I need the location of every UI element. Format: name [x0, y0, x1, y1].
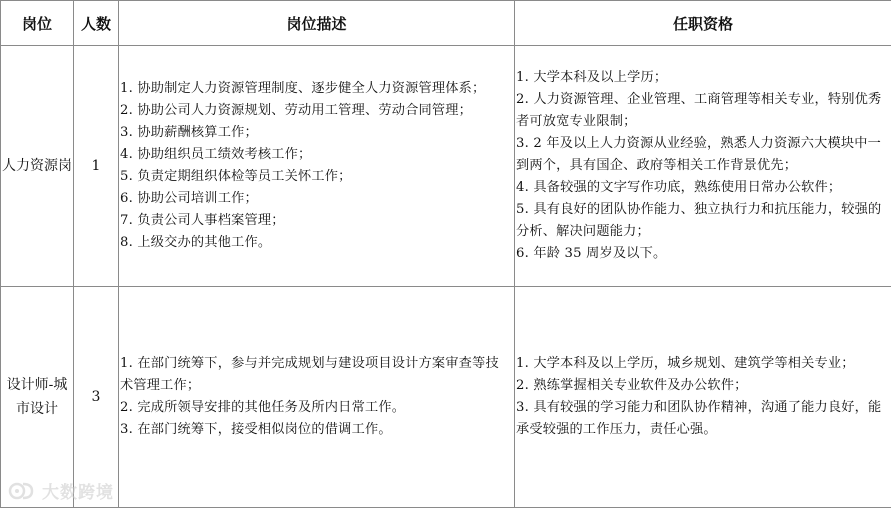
table-row [1, 46, 891, 287]
position-name: 人力资源岗 [2, 158, 72, 174]
description-item: 3. 协助薪酬核算工作； [120, 122, 512, 144]
requirement-item: 6. 年龄 35 周岁及以下。 [516, 243, 889, 265]
description-cell [119, 287, 515, 508]
header-description: 岗位描述 [119, 1, 515, 46]
headcount: 3 [92, 389, 101, 405]
header-requirements: 任职资格 [515, 1, 891, 46]
description-item: 3. 在部门统筹下，接受相似岗位的借调工作。 [120, 419, 512, 441]
requirements-cell [515, 287, 891, 508]
requirement-item: 2. 熟练掌握相关专业软件及办公软件； [516, 375, 889, 397]
description-item: 2. 协助公司人力资源规划、劳动用工管理、劳动合同管理； [120, 100, 512, 122]
requirement-item: 2. 人力资源管理、企业管理、工商管理等相关专业，特别优秀者可放宽专业限制； [516, 89, 889, 133]
position-cell [1, 46, 74, 287]
table-row [1, 287, 891, 508]
requirement-item: 1. 大学本科及以上学历，城乡规划、建筑学等相关专业； [516, 353, 889, 375]
watermark-text: 大数跨境 [42, 478, 114, 503]
position-cell [1, 287, 74, 508]
description-item: 4. 协助组织员工绩效考核工作； [120, 144, 512, 166]
brand-logo-icon [8, 480, 36, 502]
requirement-item: 3. 2 年及以上人力资源从业经验，熟悉人力资源六大模块中一到两个，具有国企、政府等相关工作背景优先； [516, 133, 889, 177]
requirement-item: 4. 具备较强的文字写作功底，熟练使用日常办公软件； [516, 177, 889, 199]
description-item: 8. 上级交办的其他工作。 [120, 232, 512, 254]
description-item: 7. 负责公司人事档案管理； [120, 210, 512, 232]
description-item: 6. 协助公司培训工作； [120, 188, 512, 210]
description-item: 2. 完成所领导安排的其他任务及所内日常工作。 [120, 397, 512, 419]
position-name: 设计师-城市设计 [7, 377, 68, 417]
requirement-item: 3. 具有较强的学习能力和团队协作精神，沟通了能力良好，能承受较强的工作压力，责任心强。 [516, 397, 889, 441]
requirements-cell [515, 46, 891, 287]
description-item: 1. 协助制定人力资源管理制度、逐步健全人力资源管理体系； [120, 78, 512, 100]
count-cell [74, 287, 119, 508]
table-header-row [1, 1, 891, 46]
header-count: 人数 [74, 1, 119, 46]
requirement-item: 5. 具有良好的团队协作能力、独立执行力和抗压能力，较强的分析、解决问题能力； [516, 199, 889, 243]
watermark [8, 478, 114, 503]
description-cell [119, 46, 515, 287]
count-cell [74, 46, 119, 287]
description-item: 1. 在部门统筹下，参与并完成规划与建设项目设计方案审查等技术管理工作； [120, 353, 512, 397]
headcount: 1 [92, 158, 101, 174]
description-item: 5. 负责定期组织体检等员工关怀工作； [120, 166, 512, 188]
header-position: 岗位 [1, 1, 74, 46]
requirement-item: 1. 大学本科及以上学历； [516, 67, 889, 89]
